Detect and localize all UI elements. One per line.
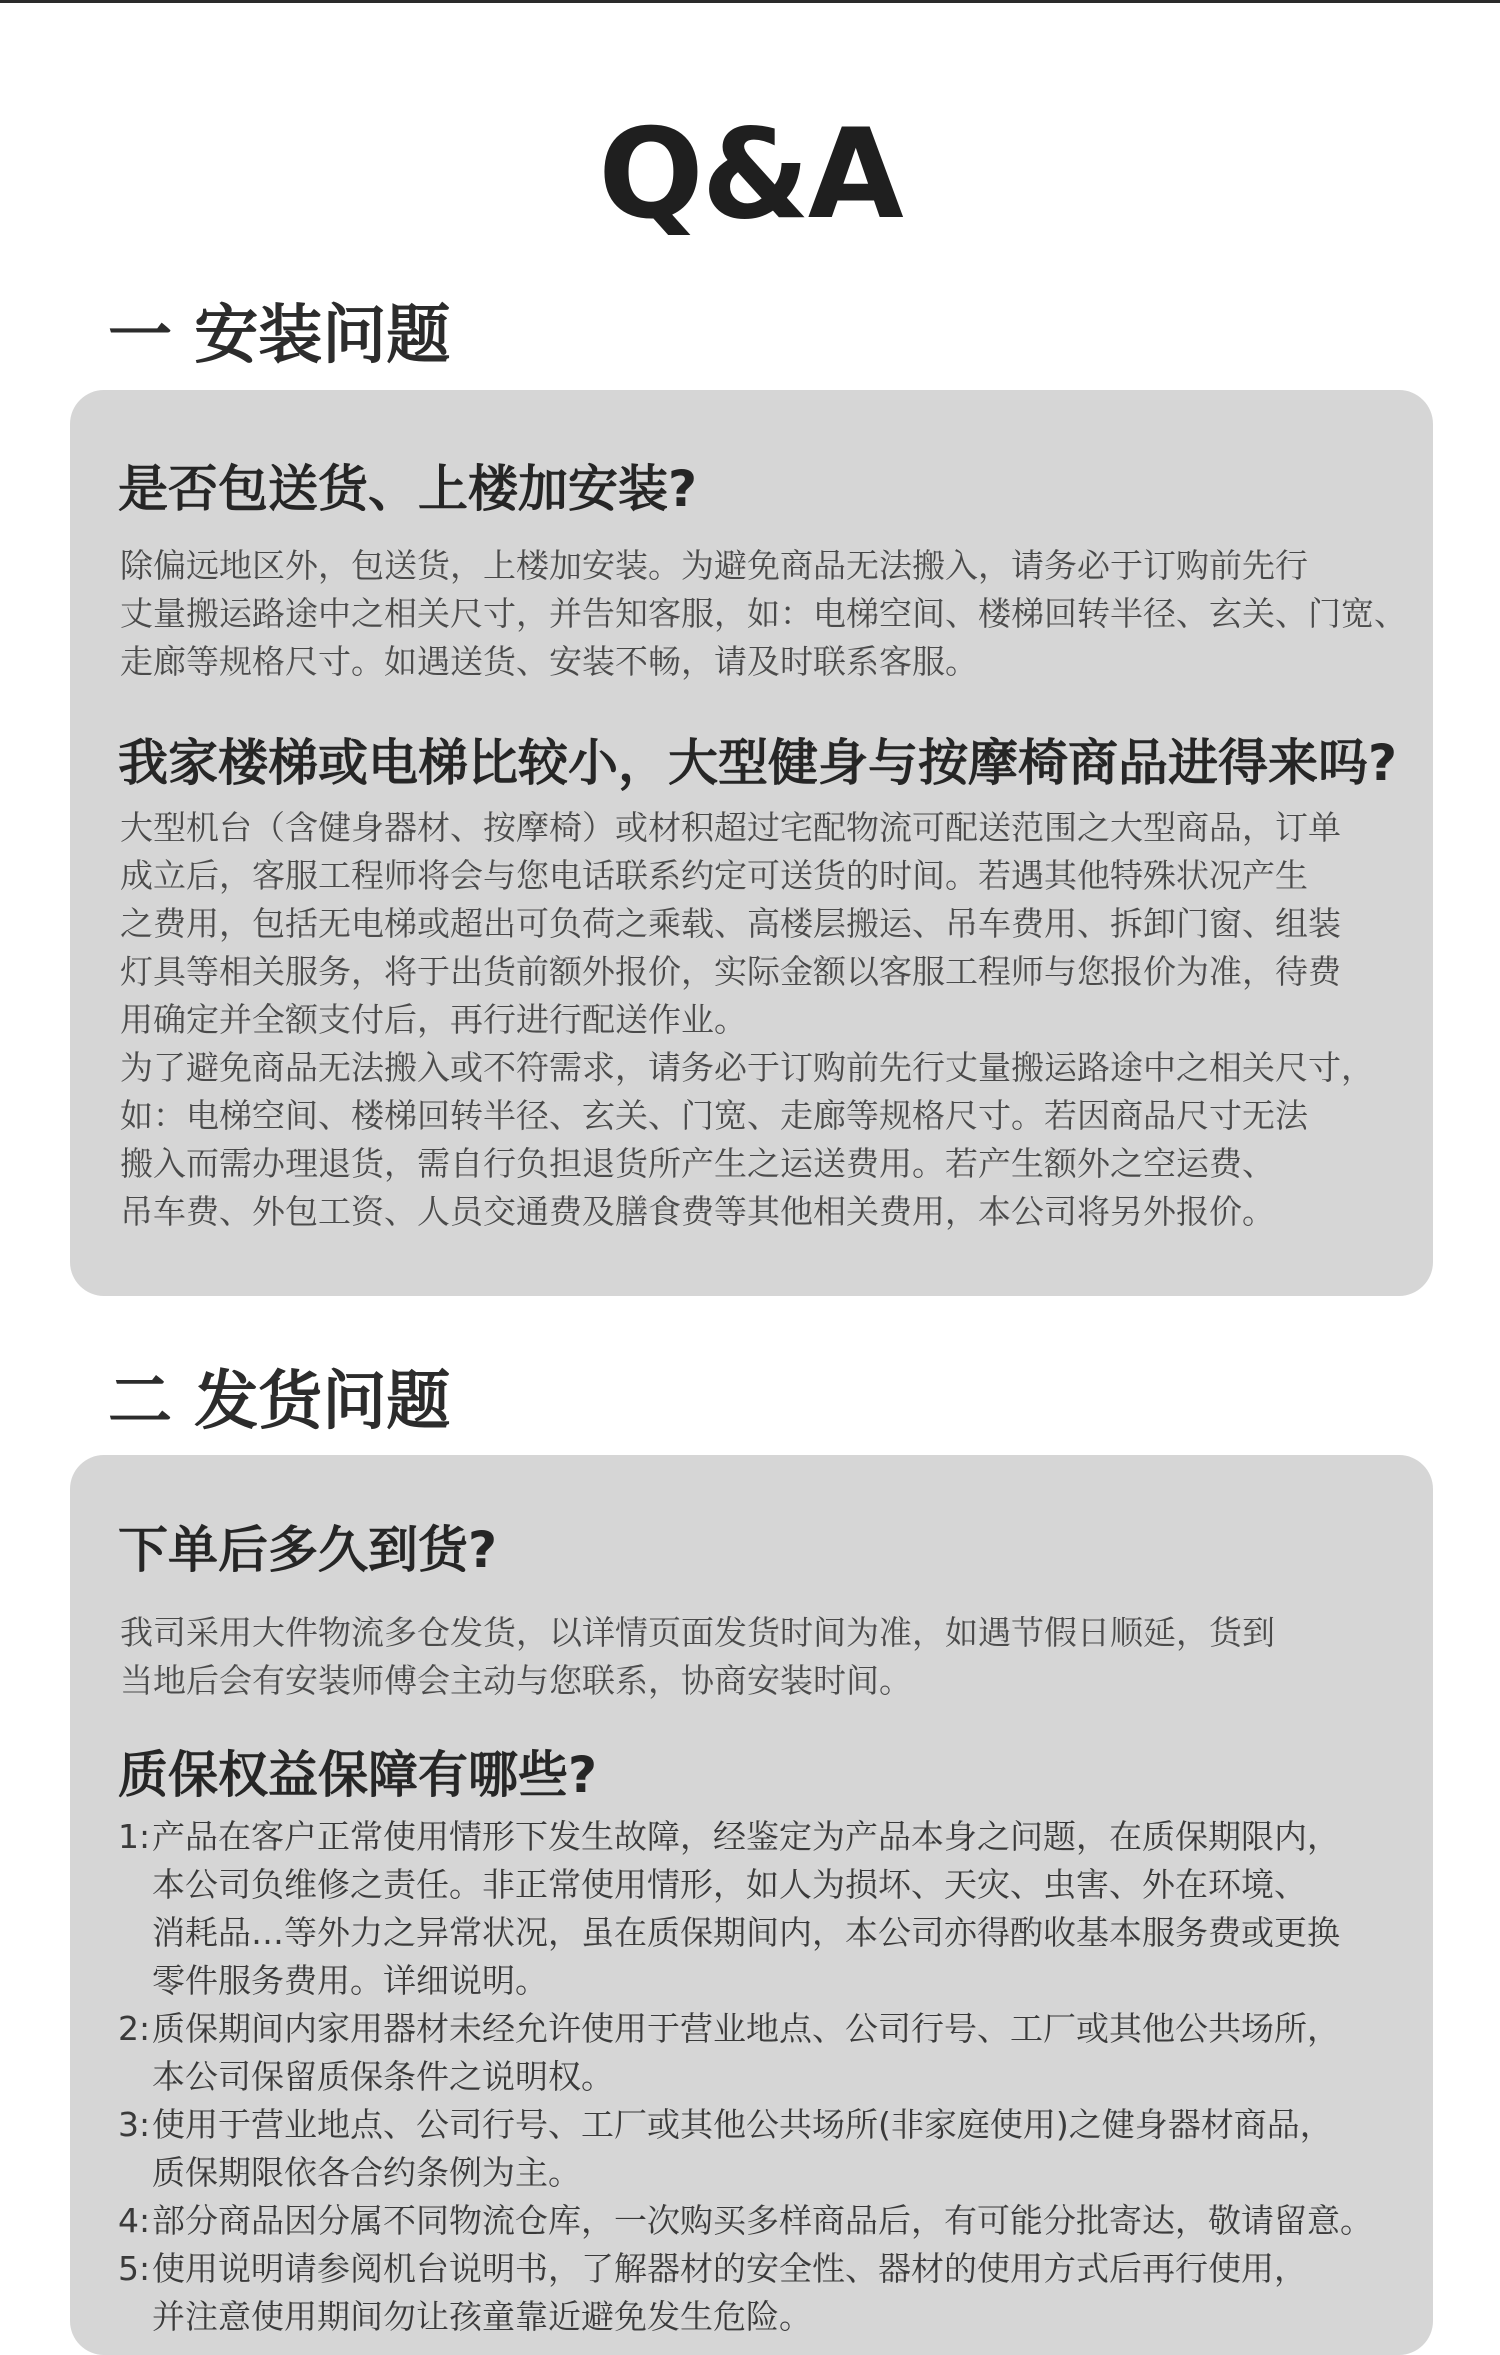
answer-line: 大型机台（含健身器材、按摩椅）或材积超过宅配物流可配送范围之大型商品，订单 — [120, 808, 1341, 847]
warranty-item-4 — [118, 2197, 1373, 2245]
item-line: 消耗品…等外力之异常状况，虽在质保期间内，本公司亦得酌收基本服务费或更换 — [152, 1913, 1340, 1952]
answer-line: 用确定并全额支付后，再行进行配送作业。 — [120, 1000, 747, 1039]
item-line: 产品在客户正常使用情形下发生故障，经鉴定为产品本身之问题，在质保期限内， — [152, 1817, 1340, 1856]
question-arrival-time: 下单后多久到货? — [118, 1521, 498, 1579]
answer-line: 为了避免商品无法搬入或不符需求，请务必于订购前先行丈量搬运路途中之相关尺寸， — [120, 1048, 1374, 1087]
answer-line: 我司采用大件物流多仓发货，以详情页面发货时间为准，如遇节假日顺延，货到 — [120, 1613, 1275, 1652]
item-line: 质保期间内家用器材未经允许使用于营业地点、公司行号、工厂或其他公共场所， — [152, 2009, 1340, 2048]
answer-line: 除偏远地区外，包送货，上楼加安装。为避免商品无法搬入，请务必于订购前先行 — [120, 546, 1308, 585]
answer-line: 灯具等相关服务，将于出货前额外报价，实际金额以客服工程师与您报价为准，待费 — [120, 952, 1341, 991]
section-heading-installation: 一 安装问题 — [108, 299, 451, 373]
item-line: 本公司负维修之责任。非正常使用情形，如人为损坏、天灾、虫害、外在环境、 — [152, 1865, 1307, 1904]
section-heading-shipping: 二 发货问题 — [108, 1365, 451, 1439]
question-warranty: 质保权益保障有哪些? — [118, 1746, 598, 1804]
answer-line: 搬入而需办理退货，需自行负担退货所产生之运送费用。若产生额外之空运费、 — [120, 1144, 1275, 1183]
question-delivery-install: 是否包送货、上楼加安装? — [118, 460, 698, 518]
answer-line: 走廊等规格尺寸。如遇送货、安装不畅，请及时联系客服。 — [120, 642, 978, 681]
item-line: 零件服务费用。详细说明。 — [152, 1961, 548, 2000]
answer-line: 如：电梯空间、楼梯回转半径、玄关、门宽、走廊等规格尺寸。若因商品尺寸无法 — [120, 1096, 1308, 1135]
item-number: 4: — [118, 2201, 151, 2240]
item-line: 部分商品因分属不同物流仓库，一次购买多样商品后，有可能分批寄达，敬请留意。 — [152, 2201, 1373, 2240]
answer-line: 丈量搬运路途中之相关尺寸，并告知客服，如：电梯空间、楼梯回转半径、玄关、门宽、 — [120, 594, 1407, 633]
answer-line: 当地后会有安装师傅会主动与您联系，协商安装时间。 — [120, 1661, 912, 1700]
answer-line: 吊车费、外包工资、人员交通费及膳食费等其他相关费用，本公司将另外报价。 — [120, 1192, 1275, 1231]
item-line: 本公司保留质保条件之说明权。 — [152, 2057, 614, 2096]
warranty-item-5 — [118, 2245, 1307, 2341]
top-divider — [0, 0, 1500, 3]
warranty-item-1 — [118, 1813, 1340, 2005]
item-number: 1: — [118, 1817, 151, 1856]
warranty-item-2 — [118, 2005, 1340, 2101]
warranty-item-3 — [118, 2101, 1333, 2197]
page-title: Q&A — [598, 103, 902, 247]
installation-card — [70, 390, 1433, 1296]
item-line: 使用于营业地点、公司行号、工厂或其他公共场所(非家庭使用)之健身器材商品， — [152, 2105, 1333, 2144]
answer-line: 之费用，包括无电梯或超出可负荷之乘载、高楼层搬运、吊车费用、拆卸门窗、组装 — [120, 904, 1341, 943]
shipping-card — [70, 1455, 1433, 2355]
item-line: 使用说明请参阅机台说明书，了解器材的安全性、器材的使用方式后再行使用， — [152, 2249, 1307, 2288]
item-number: 3: — [118, 2105, 151, 2144]
item-number: 2: — [118, 2009, 151, 2048]
item-line: 并注意使用期间勿让孩童靠近避免发生危险。 — [152, 2297, 812, 2336]
item-line: 质保期限依各合约条例为主。 — [152, 2153, 581, 2192]
item-number: 5: — [118, 2249, 151, 2288]
answer-line: 成立后，客服工程师将会与您电话联系约定可送货的时间。若遇其他特殊状况产生 — [120, 856, 1308, 895]
question-small-stairs: 我家楼梯或电梯比较小，大型健身与按摩椅商品进得来吗? — [118, 734, 1398, 792]
